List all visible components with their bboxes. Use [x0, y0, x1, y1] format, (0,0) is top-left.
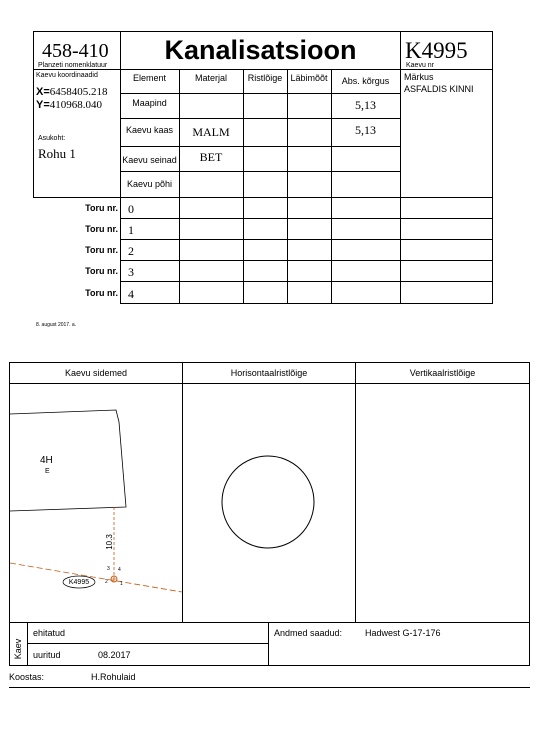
- element-label: Kaevu kaas: [125, 125, 174, 135]
- col-header-material: Materjal: [194, 73, 227, 83]
- pipe-number: 2: [128, 244, 134, 258]
- abs-height-value: 5,13: [355, 98, 376, 112]
- point-label: 3: [107, 566, 110, 572]
- notes-value: ASFALDIS KINNI: [404, 84, 474, 94]
- well-ties-sketch: [10, 384, 182, 622]
- plan-id: 458-410: [42, 40, 109, 62]
- element-label: Kaevu seinad: [122, 155, 177, 165]
- col-header-cross-section: Ristlõige: [247, 73, 283, 83]
- data-source-label: Andmed saadud:: [274, 628, 343, 638]
- pipe-number: 1: [128, 223, 134, 237]
- header-vertical-section: Vertikaalristlõige: [409, 368, 476, 378]
- sewer-pipe-line: [10, 563, 182, 592]
- well-id: K4995: [405, 38, 468, 63]
- coordinate-x-label: X=: [36, 86, 50, 98]
- element-label: Maapind: [132, 98, 167, 108]
- status-surveyed: uuritud: [33, 650, 61, 660]
- author-label: Koostas:: [9, 672, 45, 682]
- point-label: 1: [120, 581, 123, 587]
- data-source-value: Hadwest G-17-176: [365, 628, 441, 638]
- status-built: ehitatud: [33, 628, 66, 638]
- col-header-abs-height: Abs. kõrgus: [341, 76, 390, 86]
- well-tag-label: K4995: [68, 579, 90, 586]
- pipe-number: 4: [128, 287, 134, 301]
- building-label: 4H: [40, 455, 53, 466]
- coordinate-y: [36, 99, 102, 111]
- pipe-number: 3: [128, 265, 134, 279]
- point-label: 4: [118, 567, 121, 573]
- pipe-label: Toru nr.: [85, 288, 118, 298]
- col-header-element: Element: [132, 73, 167, 83]
- distance-label: 10.3: [105, 534, 114, 550]
- material-value: BET: [199, 150, 223, 164]
- pipe-label: Toru nr.: [85, 224, 118, 234]
- page-title: Kanalisatsioon: [164, 35, 357, 65]
- location-caption: Asukoht:: [38, 135, 66, 142]
- horizontal-section-drawing: [183, 384, 355, 622]
- pipe-number: 0: [128, 202, 134, 216]
- plan-id-caption: Planzeti nomenklatuur: [38, 62, 108, 69]
- well-id-caption: Kaevu nr: [406, 62, 435, 69]
- survey-date: 08.2017: [98, 650, 131, 660]
- building-outline: [10, 410, 126, 511]
- coordinate-y-label: Y=: [36, 99, 50, 111]
- point-label: 2: [105, 579, 108, 585]
- author-value: H.Rohulaid: [91, 672, 136, 682]
- well-circle: [222, 456, 314, 548]
- abs-height-value: 5,13: [355, 123, 376, 137]
- material-value: MALM: [192, 125, 230, 139]
- pipe-label: Toru nr.: [85, 203, 118, 213]
- location-value: Rohu 1: [38, 146, 76, 161]
- pipe-label: Toru nr.: [85, 266, 118, 276]
- building-sublabel: E: [45, 468, 50, 475]
- header-horizontal-section: Horisontaalristlõige: [230, 368, 308, 378]
- notes-header: Märkus: [404, 72, 434, 82]
- element-label: Kaevu põhi: [126, 179, 173, 189]
- side-label: Kaev: [13, 638, 23, 660]
- coordinates-caption: Kaevu koordinaadid: [36, 72, 98, 79]
- coordinate-y-value: 410968.040: [49, 99, 103, 111]
- header-well-ties: Kaevu sidemed: [64, 368, 128, 378]
- coordinate-x: [36, 86, 108, 98]
- pipe-label: Toru nr.: [85, 245, 118, 255]
- date-note: 8. august 2017. a.: [36, 322, 77, 328]
- col-header-diameter: Läbimõõt: [290, 73, 328, 83]
- coordinate-x-value: 6458405.218: [49, 86, 108, 98]
